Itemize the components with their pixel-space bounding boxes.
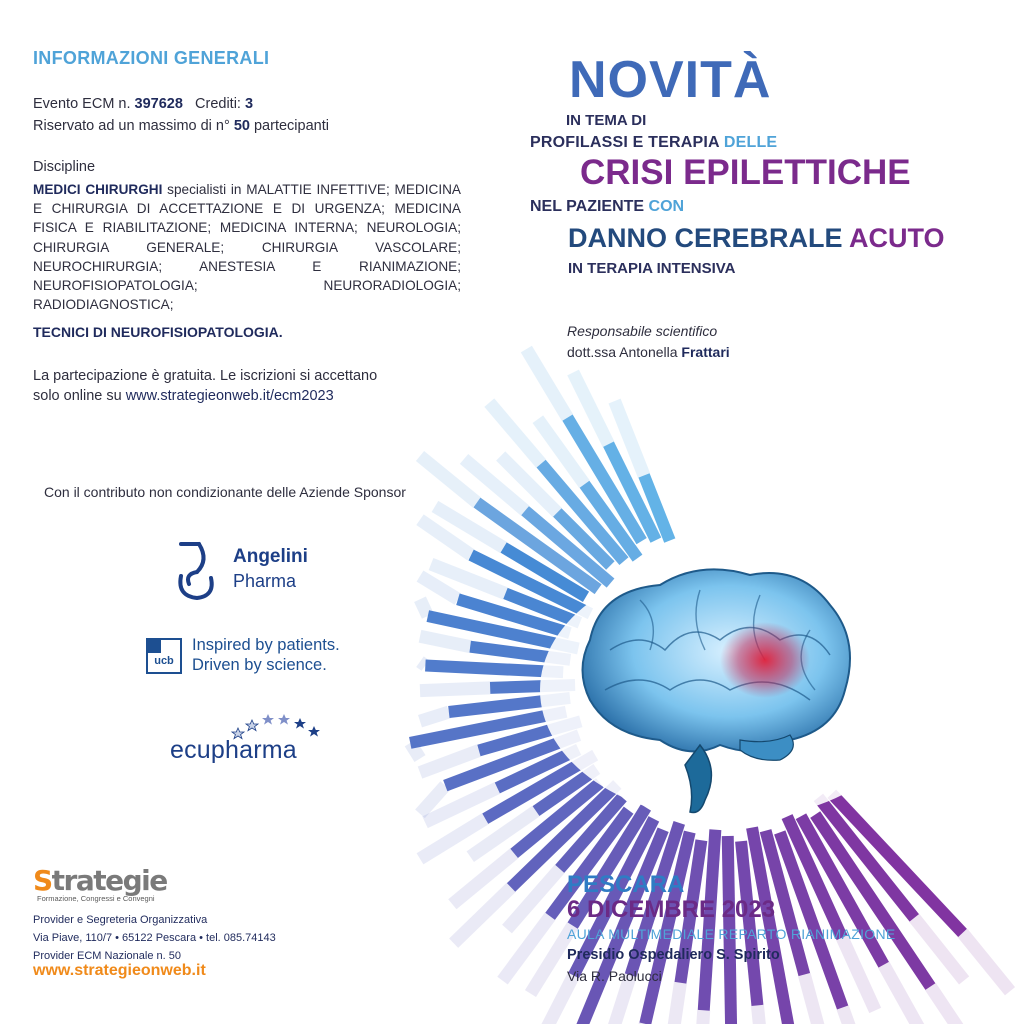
- responsible-surname: Frattari: [681, 344, 730, 360]
- headline-nel-paziente: [530, 198, 684, 216]
- technicians-line: TECNICI DI NEUROFISIOPATOLOGIA.: [33, 324, 283, 340]
- ucb-tagline-2-emph: science.: [266, 656, 327, 674]
- provider-role: Provider e Segreteria Organizzativa: [33, 914, 208, 926]
- strategie-logo-rest: trategie: [51, 864, 167, 897]
- credits-value: 3: [245, 96, 254, 112]
- headline-delle: DELLE: [723, 134, 778, 151]
- participation-prefix: solo online su: [33, 388, 126, 404]
- headline-crisi-epilettiche: CRISI EPILETTICHE: [580, 153, 911, 192]
- disciplines-label: Discipline: [33, 159, 96, 175]
- provider-ecm-number: Provider ECM Nazionale n. 50: [33, 950, 181, 962]
- disciplines-list: specialisti in MALATTIE INFETTIVE; MEDICINA E CHIRURGIA DI ACCETTAZIONE E DI URGENZA; MEDICINA FISICA E RIABILITAZIONE; MEDICINA INTERNA; NEUROLOGIA; CHIRURGIA GENERALE; CHIRURGIA VASCOLARE; NEUROCHIRURGIA; ANESTESIA E RIANIMAZIONE; NEUROFISIOPATOLOGIA; NEURORADIOLOGIA; RADIODIAGNOSTICA;: [33, 182, 461, 313]
- headline-danno-text: DANNO CEREBRALE: [568, 223, 850, 253]
- angelini-pharma: Pharma: [233, 571, 297, 591]
- burst-ray-ghost: [420, 662, 425, 666]
- headline-in-tema: IN TEMA DI: [566, 112, 647, 129]
- ucb-mark-text: ucb: [154, 655, 174, 667]
- disciplines-lead: MEDICI CHIRURGHI: [33, 182, 163, 197]
- burst-ray-ghost: [420, 576, 458, 599]
- burst-ray-ghost: [420, 636, 470, 646]
- burst-ray-ghost: [420, 599, 428, 616]
- ecupharma-wordmark: ecupharma: [170, 736, 297, 764]
- venue-room: AULA MULTIMEDIALE REPARTO RIANIMAZIONE: [567, 926, 896, 942]
- reserved-value: 50: [233, 118, 250, 134]
- reserved-suffix: partecipanti: [249, 118, 329, 134]
- responsible-name: [567, 344, 730, 360]
- venue-street: Via R. Paolucci: [567, 968, 662, 984]
- event-number: 397628: [134, 96, 183, 112]
- credits-label: Crediti:: [195, 96, 245, 112]
- sponsor-intro: Con il contributo non condizionante delle Aziende Sponsor: [44, 484, 406, 500]
- ucb-tagline-2-prefix: Driven by: [192, 656, 267, 674]
- venue-date: 6 DICEMBRE 2023: [567, 896, 776, 923]
- registration-link[interactable]: www.strategieonweb.it/ecm2023: [125, 388, 334, 404]
- responsible-label: Responsabile scientifico: [567, 323, 718, 339]
- strategie-subtitle: Formazione, Congressi e Convegni: [37, 894, 155, 903]
- strategie-logo-s: S: [33, 864, 52, 897]
- responsible-name-prefix: dott.ssa Antonella: [567, 344, 682, 360]
- headline-novita: NOVITÀ: [569, 51, 772, 109]
- headline-danno-cerebrale: [568, 222, 945, 254]
- provider-website-link[interactable]: www.strategieonweb.it: [33, 962, 206, 979]
- reserved-prefix: Riservato ad un massimo di n°: [33, 118, 234, 134]
- headline-profilassi-text: PROFILASSI E TERAPIA: [530, 134, 724, 151]
- angelini-name: Angelini: [233, 546, 308, 567]
- venue-hospital: Presidio Ospedaliero S. Spirito: [567, 947, 780, 963]
- headline-profilassi: [530, 134, 777, 152]
- event-prefix: Evento ECM n.: [33, 96, 135, 112]
- burst-ray-ghost: [420, 712, 449, 721]
- participation-line1: La partecipazione è gratuita. Le iscrizioni si accettano: [33, 368, 378, 384]
- burst-ray-ghost: [420, 688, 490, 691]
- general-info-title: INFORMAZIONI GENERALI: [33, 48, 270, 68]
- headline-acuto: ACUTO: [849, 223, 945, 253]
- headline-nel-paziente-text: NEL PAZIENTE: [530, 198, 649, 215]
- ucb-tagline-1-emph: patients.: [277, 636, 340, 654]
- burst-ray-ghost: [420, 751, 479, 773]
- venue-city: PESCARA: [567, 871, 685, 898]
- headline-con: CON: [648, 198, 685, 215]
- provider-address: Via Piave, 110/7 • 65122 Pescara • tel. 085.74143: [33, 932, 276, 944]
- headline-terapia-intensiva: IN TERAPIA INTENSIVA: [568, 260, 736, 277]
- ucb-tagline-1-prefix: Inspired by: [192, 636, 278, 654]
